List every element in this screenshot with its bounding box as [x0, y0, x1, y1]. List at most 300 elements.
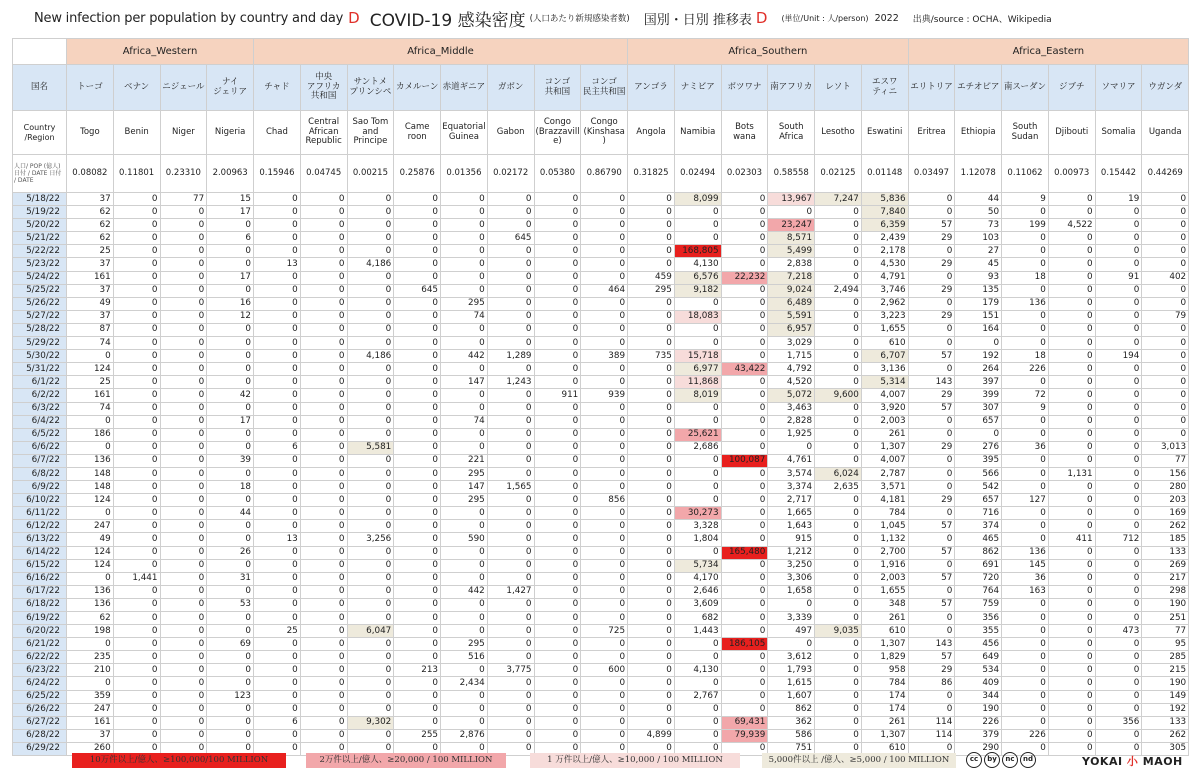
value-cell: 0	[113, 323, 160, 336]
value-cell: 0	[628, 454, 675, 467]
value-cell: 0	[534, 258, 581, 271]
value-cell: 0	[1095, 546, 1142, 559]
value-cell: 0	[207, 441, 254, 454]
value-cell: 174	[861, 690, 908, 703]
value-cell: 0	[441, 337, 488, 350]
value-cell: 0	[441, 402, 488, 415]
value-cell: 0	[160, 441, 207, 454]
value-cell: 0	[441, 572, 488, 585]
value-cell: 657	[955, 494, 1002, 507]
value-cell: 0	[1002, 232, 1049, 245]
country-name-en: Central African Republic	[300, 111, 347, 155]
value-cell: 0	[1095, 467, 1142, 480]
nc-icon: nc	[1002, 752, 1018, 768]
value-cell: 0	[160, 232, 207, 245]
value-cell: 0	[908, 297, 955, 310]
value-cell: 1,307	[861, 729, 908, 742]
value-cell: 0	[394, 612, 441, 625]
population-value: 0.58558	[768, 155, 815, 193]
value-cell: 0	[721, 664, 768, 677]
value-cell: 0	[254, 428, 301, 441]
value-cell: 0	[908, 690, 955, 703]
value-cell: 0	[1048, 323, 1095, 336]
value-cell: 0	[1048, 428, 1095, 441]
value-cell: 0	[207, 350, 254, 363]
value-cell: 72	[1002, 389, 1049, 402]
value-cell: 2,700	[861, 546, 908, 559]
value-cell: 0	[815, 546, 862, 559]
value-cell: 124	[67, 494, 114, 507]
value-cell: 44	[955, 193, 1002, 206]
value-cell: 0	[815, 415, 862, 428]
value-cell: 226	[1002, 729, 1049, 742]
value-cell: 0	[113, 193, 160, 206]
value-cell: 0	[347, 310, 394, 323]
value-cell: 298	[1142, 585, 1189, 598]
value-cell: 0	[207, 677, 254, 690]
value-cell: 610	[861, 625, 908, 638]
value-cell: 0	[908, 193, 955, 206]
value-cell: 0	[1095, 572, 1142, 585]
value-cell: 0	[487, 507, 534, 520]
value-cell: 261	[861, 612, 908, 625]
value-cell: 295	[441, 494, 488, 507]
value-cell: 6,977	[674, 363, 721, 376]
value-cell: 36	[1002, 441, 1049, 454]
value-cell: 465	[955, 533, 1002, 546]
value-cell: 2,439	[861, 232, 908, 245]
date-cell: 6/6/22	[13, 441, 67, 454]
value-cell: 103	[955, 232, 1002, 245]
value-cell: 0	[534, 546, 581, 559]
value-cell: 0	[487, 598, 534, 611]
population-value: 0.01356	[441, 155, 488, 193]
value-cell: 0	[815, 677, 862, 690]
value-cell: 161	[67, 271, 114, 284]
value-cell: 0	[768, 441, 815, 454]
value-cell: 192	[1142, 703, 1189, 716]
value-cell: 0	[441, 232, 488, 245]
value-cell: 0	[160, 612, 207, 625]
value-cell: 0	[721, 598, 768, 611]
value-cell: 0	[534, 232, 581, 245]
value-cell: 0	[534, 363, 581, 376]
value-cell: 0	[487, 716, 534, 729]
value-cell: 0	[674, 703, 721, 716]
value-cell: 3,775	[487, 664, 534, 677]
country-name-en: Eritrea	[908, 111, 955, 155]
value-cell: 0	[254, 376, 301, 389]
value-cell: 0	[394, 258, 441, 271]
value-cell: 0	[113, 651, 160, 664]
country-name-jp: エチオピア	[955, 65, 1002, 111]
value-cell: 0	[1048, 376, 1095, 389]
value-cell: 0	[1048, 651, 1095, 664]
value-cell: 9	[1002, 402, 1049, 415]
value-cell: 0	[254, 612, 301, 625]
value-cell: 0	[160, 507, 207, 520]
value-cell: 0	[113, 598, 160, 611]
value-cell: 79,939	[721, 729, 768, 742]
value-cell: 26	[207, 546, 254, 559]
value-cell: 45	[955, 258, 1002, 271]
value-cell: 0	[1048, 363, 1095, 376]
value-cell: 0	[628, 415, 675, 428]
value-cell: 0	[487, 271, 534, 284]
country-name-jp: 中央 アフリカ 共和国	[300, 65, 347, 111]
value-cell: 0	[347, 206, 394, 219]
value-cell: 0	[1048, 193, 1095, 206]
value-cell: 0	[1095, 402, 1142, 415]
value-cell: 4,007	[861, 389, 908, 402]
value-cell: 0	[487, 206, 534, 219]
date-cell: 6/10/22	[13, 494, 67, 507]
value-cell: 269	[1142, 559, 1189, 572]
value-cell: 0	[1048, 389, 1095, 402]
value-cell: 0	[815, 219, 862, 232]
value-cell: 0	[113, 245, 160, 258]
value-cell: 0	[1142, 415, 1189, 428]
value-cell: 0	[674, 651, 721, 664]
value-cell: 0	[815, 729, 862, 742]
value-cell: 0	[721, 193, 768, 206]
value-cell: 0	[441, 559, 488, 572]
value-cell: 4,130	[674, 258, 721, 271]
value-cell: 0	[1002, 337, 1049, 350]
value-cell: 8,019	[674, 389, 721, 402]
value-cell: 379	[955, 729, 1002, 742]
value-cell: 0	[113, 716, 160, 729]
title-d-mark: D	[348, 9, 360, 27]
value-cell: 0	[581, 677, 628, 690]
value-cell: 0	[394, 454, 441, 467]
value-cell: 0	[534, 193, 581, 206]
value-cell: 0	[1048, 507, 1095, 520]
date-cell: 6/3/22	[13, 402, 67, 415]
value-cell: 0	[160, 337, 207, 350]
value-cell: 0	[1002, 664, 1049, 677]
value-cell: 0	[67, 441, 114, 454]
value-cell: 0	[207, 363, 254, 376]
value-cell: 649	[955, 651, 1002, 664]
value-cell: 17	[207, 271, 254, 284]
value-cell: 0	[1142, 219, 1189, 232]
value-cell: 0	[815, 664, 862, 677]
table-row	[13, 363, 1189, 376]
value-cell: 0	[721, 742, 768, 755]
value-cell: 0	[534, 376, 581, 389]
value-cell: 0	[721, 585, 768, 598]
value-cell: 6	[207, 232, 254, 245]
value-cell: 6,576	[674, 271, 721, 284]
table-row	[13, 533, 1189, 546]
value-cell: 0	[394, 310, 441, 323]
country-name-en: Came roon	[394, 111, 441, 155]
value-cell: 0	[1095, 310, 1142, 323]
value-cell: 0	[394, 363, 441, 376]
value-cell: 1,289	[487, 350, 534, 363]
value-cell: 0	[160, 310, 207, 323]
value-cell: 0	[1095, 638, 1142, 651]
value-cell: 0	[674, 415, 721, 428]
value-cell: 1,655	[861, 585, 908, 598]
value-cell: 0	[487, 363, 534, 376]
value-cell: 0	[160, 664, 207, 677]
value-cell: 0	[347, 690, 394, 703]
value-cell: 0	[487, 546, 534, 559]
value-cell: 0	[721, 507, 768, 520]
value-cell: 0	[1002, 690, 1049, 703]
value-cell: 0	[441, 625, 488, 638]
value-cell: 3,574	[768, 467, 815, 480]
value-cell: 0	[300, 415, 347, 428]
date-cell: 5/30/22	[13, 350, 67, 363]
date-cell: 6/9/22	[13, 481, 67, 494]
value-cell: 0	[394, 703, 441, 716]
value-cell: 0	[300, 284, 347, 297]
value-cell: 0	[113, 625, 160, 638]
value-cell: 0	[721, 703, 768, 716]
value-cell: 0	[254, 520, 301, 533]
value-cell: 9,600	[815, 389, 862, 402]
country-name-en: Uganda	[1142, 111, 1189, 155]
value-cell: 0	[1002, 677, 1049, 690]
country-name-jp: ソマリア	[1095, 65, 1142, 111]
value-cell: 0	[394, 638, 441, 651]
value-cell: 0	[1002, 520, 1049, 533]
value-cell: 0	[113, 742, 160, 755]
date-cell: 5/27/22	[13, 310, 67, 323]
value-cell: 7,218	[768, 271, 815, 284]
value-cell: 0	[160, 533, 207, 546]
value-cell: 29	[908, 232, 955, 245]
value-cell: 0	[487, 612, 534, 625]
value-cell: 50	[955, 206, 1002, 219]
population-value: 0.00973	[1048, 155, 1095, 193]
table-row	[13, 546, 1189, 559]
value-cell: 4,186	[347, 258, 394, 271]
value-cell: 0	[394, 585, 441, 598]
value-cell: 0	[487, 638, 534, 651]
value-cell: 0	[441, 323, 488, 336]
value-cell: 190	[1142, 677, 1189, 690]
value-cell: 251	[1142, 612, 1189, 625]
value-cell: 0	[487, 520, 534, 533]
value-cell: 210	[67, 664, 114, 677]
value-cell: 0	[254, 363, 301, 376]
value-cell: 0	[1048, 481, 1095, 494]
value-cell: 136	[67, 585, 114, 598]
value-cell: 0	[1095, 690, 1142, 703]
value-cell: 5,734	[674, 559, 721, 572]
value-cell: 0	[487, 297, 534, 310]
title-sub: 国別・日別 推移表	[643, 12, 752, 28]
value-cell: 0	[1095, 651, 1142, 664]
value-cell: 0	[628, 559, 675, 572]
date-cell: 6/27/22	[13, 716, 67, 729]
value-cell: 0	[1048, 729, 1095, 742]
population-value: 0.15442	[1095, 155, 1142, 193]
table-row	[13, 206, 1189, 219]
value-cell: 3,223	[861, 310, 908, 323]
value-cell: 0	[1142, 428, 1189, 441]
table-row	[13, 441, 1189, 454]
value-cell: 0	[628, 585, 675, 598]
value-cell: 0	[441, 690, 488, 703]
table-row	[13, 389, 1189, 402]
value-cell: 0	[908, 415, 955, 428]
value-cell: 0	[721, 337, 768, 350]
value-cell: 0	[487, 454, 534, 467]
value-cell: 163	[1002, 585, 1049, 598]
population-value: 1.12078	[955, 155, 1002, 193]
value-cell: 0	[815, 441, 862, 454]
value-cell: 0	[113, 638, 160, 651]
population-value: 0.23310	[160, 155, 207, 193]
value-cell: 0	[721, 467, 768, 480]
value-cell: 0	[1048, 690, 1095, 703]
value-cell: 0	[1095, 232, 1142, 245]
value-cell: 0	[487, 625, 534, 638]
date-cell: 5/24/22	[13, 271, 67, 284]
country-name-jp: エリトリア	[908, 65, 955, 111]
value-cell: 0	[1095, 507, 1142, 520]
date-cell: 5/25/22	[13, 284, 67, 297]
value-cell: 0	[300, 271, 347, 284]
value-cell: 409	[955, 677, 1002, 690]
value-cell: 37	[67, 193, 114, 206]
value-cell: 0	[347, 245, 394, 258]
value-cell: 0	[487, 467, 534, 480]
value-cell: 0	[347, 598, 394, 611]
value-cell: 0	[347, 612, 394, 625]
value-cell: 0	[487, 323, 534, 336]
value-cell: 0	[628, 219, 675, 232]
value-cell: 247	[67, 703, 114, 716]
value-cell: 95	[1142, 638, 1189, 651]
value-cell: 0	[908, 245, 955, 258]
value-cell: 516	[441, 651, 488, 664]
value-cell: 0	[628, 258, 675, 271]
value-cell: 566	[955, 467, 1002, 480]
value-cell: 57	[908, 402, 955, 415]
value-cell: 0	[534, 454, 581, 467]
value-cell: 0	[581, 467, 628, 480]
value-cell: 0	[721, 415, 768, 428]
value-cell: 0	[1002, 507, 1049, 520]
value-cell: 133	[1142, 546, 1189, 559]
value-cell: 0	[768, 598, 815, 611]
value-cell: 0	[160, 690, 207, 703]
value-cell: 0	[113, 219, 160, 232]
value-cell: 0	[394, 572, 441, 585]
value-cell: 0	[394, 219, 441, 232]
value-cell: 123	[207, 690, 254, 703]
value-cell: 29	[908, 258, 955, 271]
value-cell: 0	[394, 428, 441, 441]
value-cell: 0	[347, 284, 394, 297]
value-cell: 1,132	[861, 533, 908, 546]
value-cell: 0	[487, 284, 534, 297]
value-cell: 307	[955, 402, 1002, 415]
value-cell: 3,328	[674, 520, 721, 533]
date-cell: 6/17/22	[13, 585, 67, 598]
value-cell: 198	[67, 625, 114, 638]
value-cell: 74	[67, 402, 114, 415]
country-name-en: Congo (Kinshasa )	[581, 111, 628, 155]
value-cell: 0	[113, 533, 160, 546]
value-cell: 362	[768, 716, 815, 729]
date-cell: 6/13/22	[13, 533, 67, 546]
value-cell: 0	[347, 651, 394, 664]
value-cell: 0	[721, 376, 768, 389]
value-cell: 0	[674, 402, 721, 415]
value-cell: 0	[628, 297, 675, 310]
table-row	[13, 598, 1189, 611]
value-cell: 0	[254, 402, 301, 415]
population-value: 0.86790	[581, 155, 628, 193]
value-cell: 725	[581, 625, 628, 638]
value-cell: 262	[1142, 729, 1189, 742]
value-cell: 0	[1002, 716, 1049, 729]
value-cell: 0	[721, 323, 768, 336]
value-cell: 1,829	[861, 651, 908, 664]
value-cell: 395	[955, 454, 1002, 467]
date-cell: 6/20/22	[13, 625, 67, 638]
value-cell: 124	[67, 363, 114, 376]
value-cell: 143	[908, 638, 955, 651]
brand-logo: YOKAI 小 MAOH	[1082, 755, 1183, 768]
country-name-en: Niger	[160, 111, 207, 155]
value-cell: 0	[1002, 415, 1049, 428]
value-cell: 0	[674, 467, 721, 480]
value-cell: 235	[67, 651, 114, 664]
value-cell: 0	[581, 206, 628, 219]
value-cell: 3,136	[861, 363, 908, 376]
value-cell: 7,247	[815, 193, 862, 206]
value-cell: 264	[955, 363, 1002, 376]
value-cell: 0	[160, 206, 207, 219]
value-cell: 0	[908, 454, 955, 467]
value-cell: 0	[300, 598, 347, 611]
value-cell: 136	[67, 598, 114, 611]
value-cell: 4,181	[861, 494, 908, 507]
value-cell: 0	[581, 703, 628, 716]
value-cell: 86	[908, 677, 955, 690]
value-cell: 6	[254, 716, 301, 729]
value-cell: 0	[534, 716, 581, 729]
value-cell: 114	[908, 716, 955, 729]
table-row	[13, 729, 1189, 742]
value-cell: 0	[581, 638, 628, 651]
value-cell: 1,658	[768, 585, 815, 598]
value-cell: 4,007	[861, 454, 908, 467]
value-cell: 5,314	[861, 376, 908, 389]
value-cell: 0	[347, 376, 394, 389]
value-cell: 0	[207, 245, 254, 258]
value-cell: 0	[254, 546, 301, 559]
value-cell: 49	[67, 297, 114, 310]
value-cell: 0	[1002, 258, 1049, 271]
value-cell: 0	[1048, 585, 1095, 598]
value-cell: 0	[908, 507, 955, 520]
value-cell: 0	[207, 520, 254, 533]
value-cell: 0	[1095, 494, 1142, 507]
value-cell: 0	[1048, 284, 1095, 297]
value-cell: 0	[394, 494, 441, 507]
country-name-en: Togo	[67, 111, 114, 155]
value-cell: 36	[1002, 572, 1049, 585]
